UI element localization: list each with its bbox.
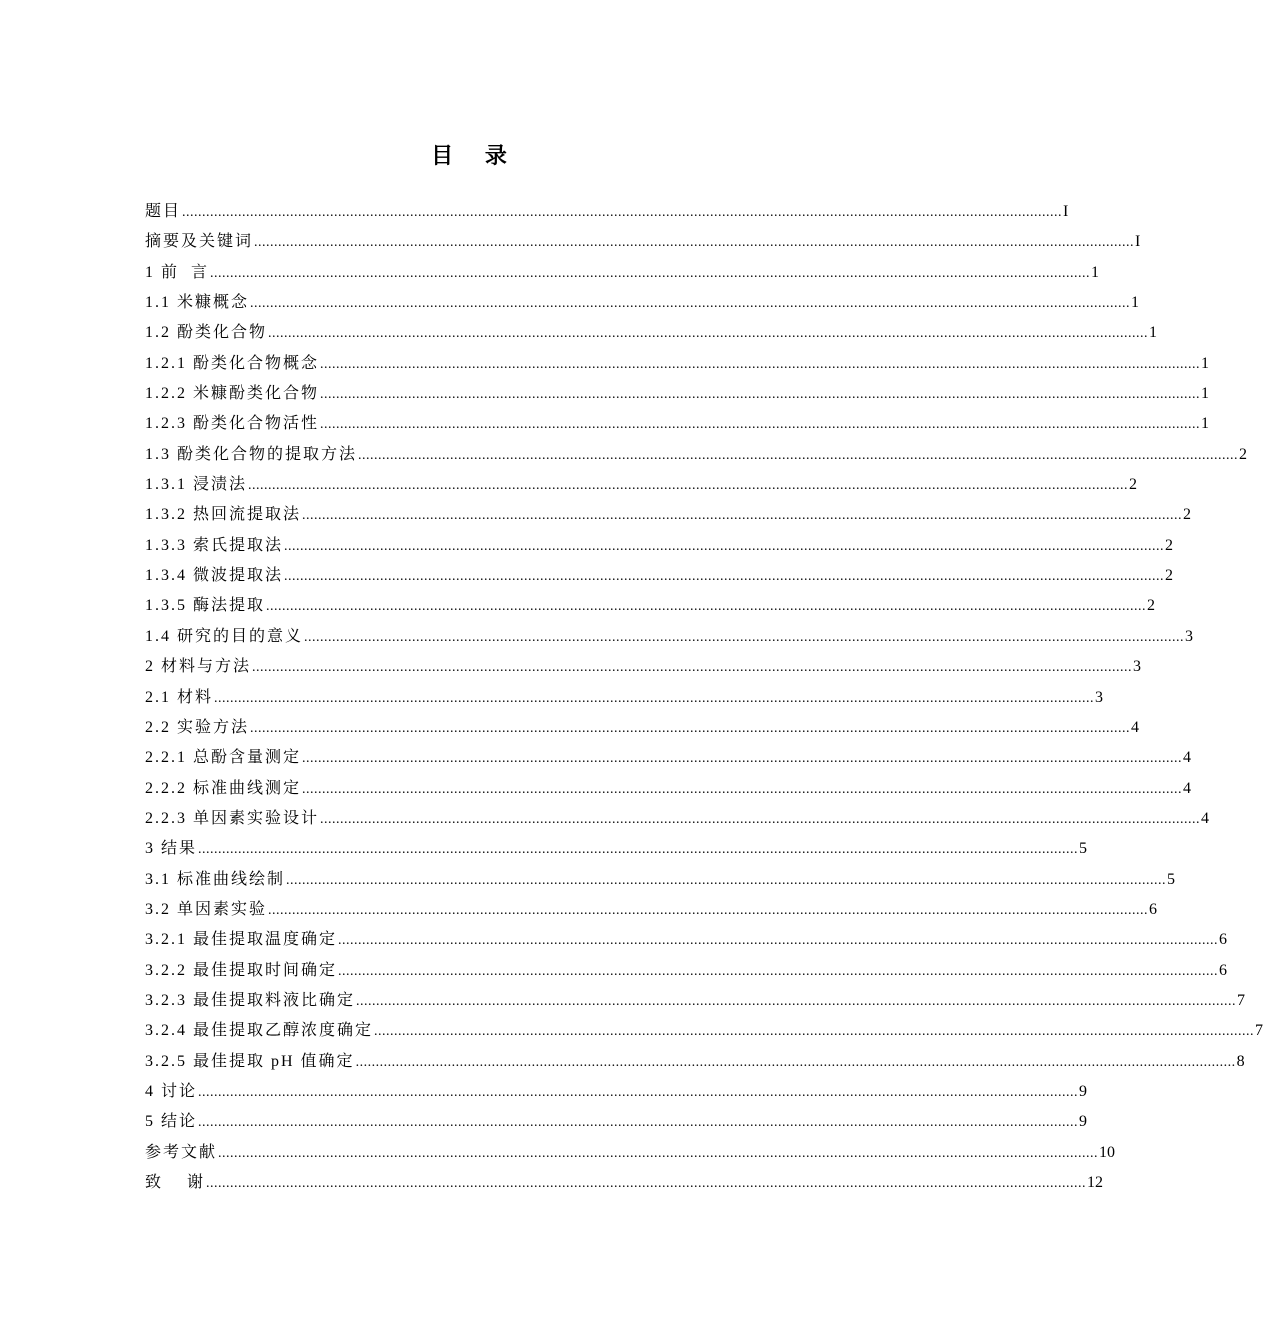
toc-entry-page-number: 2 [1239, 445, 1248, 463]
toc-entry [145, 986, 1246, 1016]
toc-entry-label: 3.2 单因素实验 [145, 900, 268, 918]
toc-entry-page-number: 2 [1183, 506, 1192, 524]
toc-entry [145, 197, 1069, 227]
toc-entry-label: 3.2.3 最佳提取料液比确定 [145, 991, 356, 1009]
toc-entry-label: 题目 [145, 203, 182, 220]
toc-dot-leader: ............................................................................................................................................................................................................................ [252, 660, 1133, 676]
toc-entry-label: 3.1 标准曲线绘制 [145, 870, 286, 888]
toc-entry-page-number: 6 [1219, 931, 1228, 949]
toc-entry-page-number: 1 [1201, 385, 1210, 403]
toc-dot-leader: ............................................................................................................................................................................................................................ [320, 417, 1201, 433]
toc-dot-leader: ............................................................................................................................................................................................................................ [250, 720, 1131, 736]
toc-entry [145, 591, 1156, 621]
toc-entry-label: 参考文献 [145, 1143, 218, 1161]
toc-entry [145, 895, 1158, 925]
toc-entry-page-number: 5 [1167, 870, 1176, 888]
toc-entry-label: 1.3.5 酶法提取 [145, 597, 266, 615]
toc-entry-label: 1.2.2 米糠酚类化合物 [145, 385, 320, 403]
toc-entry-page-number: 3 [1133, 658, 1142, 676]
toc-dot-leader: ............................................................................................................................................................................................................................ [214, 690, 1095, 706]
toc-entry [145, 349, 1210, 379]
toc-entry-page-number: 1 [1149, 324, 1158, 342]
toc-entry-page-number: 8 [1236, 1052, 1245, 1070]
toc-entry-page-number: 6 [1149, 900, 1158, 918]
toc-entry-label: 1.1 米糠概念 [145, 294, 250, 312]
toc-entry [145, 227, 1141, 257]
toc-entry-label: 4 讨论 [145, 1082, 198, 1100]
toc-dot-leader: ............................................................................................................................................................................................................................ [182, 205, 1063, 220]
toc-dot-leader: ............................................................................................................................................................................................................................ [302, 508, 1183, 524]
toc-dot-leader: ............................................................................................................................................................................................................................ [206, 1176, 1087, 1191]
toc-dot-leader: ............................................................................................................................................................................................................................ [284, 538, 1165, 554]
toc-dot-leader: ............................................................................................................................................................................................................................ [304, 629, 1185, 645]
toc-dot-leader: ............................................................................................................................................................................................................................ [356, 993, 1237, 1009]
toc-entry [145, 379, 1210, 409]
toc-entry-page-number: 3 [1095, 688, 1104, 706]
toc-entry-page-number: 4 [1131, 718, 1140, 736]
toc-entry-page-number: 2 [1129, 476, 1138, 494]
toc-dot-leader: ............................................................................................................................................................................................................................ [320, 356, 1201, 372]
toc-entry [145, 925, 1228, 955]
toc-entry [145, 956, 1228, 986]
toc-dot-leader: ............................................................................................................................................................................................................................ [374, 1024, 1255, 1040]
toc-dot-leader: ............................................................................................................................................................................................................................ [358, 447, 1239, 463]
toc-entry-label: 5 结论 [145, 1113, 198, 1131]
toc-entry [145, 1138, 1116, 1168]
toc-entry [145, 743, 1192, 773]
toc-entry-page-number: I [1135, 233, 1141, 251]
toc-dot-leader: ............................................................................................................................................................................................................................ [250, 296, 1131, 312]
toc-dot-leader: ............................................................................................................................................................................................................................ [338, 933, 1219, 949]
toc-entry-label: 2.2.1 总酚含量测定 [145, 749, 302, 767]
toc-entry-page-number: I [1063, 203, 1069, 220]
toc-entry-label: 2 材料与方法 [145, 658, 252, 676]
toc-entry [145, 683, 1104, 713]
toc-dot-leader: ............................................................................................................................................................................................................................ [284, 569, 1165, 585]
toc-entry [145, 1047, 1245, 1077]
toc-dot-leader: ............................................................................................................................................................................................................................ [302, 751, 1183, 767]
toc-entry-page-number: 2 [1147, 597, 1156, 615]
toc-entry-page-number: 3 [1185, 627, 1194, 645]
toc-dot-leader: ............................................................................................................................................................................................................................ [210, 265, 1091, 281]
toc-entry-label: 1 前 言 [145, 263, 210, 281]
toc-entry-label: 1.3.2 热回流提取法 [145, 506, 302, 524]
toc-entry [145, 1107, 1088, 1137]
toc-entry [145, 258, 1100, 288]
toc-entry-label: 摘要及关键词 [145, 233, 254, 251]
toc-entry [145, 440, 1248, 470]
toc-entry-page-number: 6 [1219, 961, 1228, 979]
toc-dot-leader: ............................................................................................................................................................................................................................ [218, 1145, 1099, 1161]
toc-entry-label: 3.2.5 最佳提取 pH 值确定 [145, 1052, 355, 1070]
toc-entry-page-number: 1 [1201, 354, 1210, 372]
toc-entry-label: 1.3 酚类化合物的提取方法 [145, 445, 358, 463]
toc-dot-leader: ............................................................................................................................................................................................................................ [338, 963, 1219, 979]
toc-entry-page-number: 12 [1087, 1174, 1104, 1191]
toc-entry-page-number: 2 [1165, 536, 1174, 554]
toc-entry-page-number: 9 [1079, 1082, 1088, 1100]
toc-entry-page-number: 7 [1237, 991, 1246, 1009]
toc-entry-label: 3.2.1 最佳提取温度确定 [145, 931, 338, 949]
toc-entry [145, 409, 1210, 439]
toc-entry-label: 2.1 材料 [145, 688, 214, 706]
toc-entry [145, 531, 1174, 561]
toc-entry [145, 1168, 1104, 1198]
toc-entry [145, 774, 1192, 804]
toc-entry-page-number: 1 [1091, 263, 1100, 281]
toc-entry [145, 652, 1142, 682]
toc-entry [145, 804, 1210, 834]
toc-dot-leader: ............................................................................................................................................................................................................................ [320, 811, 1201, 827]
toc-dot-leader: ............................................................................................................................................................................................................................ [198, 842, 1079, 858]
toc-entry [145, 561, 1174, 591]
toc-entry-page-number: 9 [1079, 1113, 1088, 1131]
toc-entry-page-number: 5 [1079, 840, 1088, 858]
toc-entry-page-number: 4 [1183, 779, 1192, 797]
toc-entry [145, 318, 1158, 348]
toc-entry-label: 1.2.1 酚类化合物概念 [145, 354, 320, 372]
toc-dot-leader: ............................................................................................................................................................................................................................ [266, 599, 1147, 615]
toc-entry-page-number: 4 [1201, 809, 1210, 827]
toc-entry-label: 3.2.2 最佳提取时间确定 [145, 961, 338, 979]
toc-entry-label: 1.4 研究的目的意义 [145, 627, 304, 645]
toc-entry [145, 500, 1192, 530]
toc-dot-leader: ............................................................................................................................................................................................................................ [268, 902, 1149, 918]
toc-entry-label: 1.2.3 酚类化合物活性 [145, 415, 320, 433]
toc-entry-label: 1.3.4 微波提取法 [145, 567, 284, 585]
toc-entry-label: 致 谢 [145, 1174, 206, 1191]
toc-dot-leader: ............................................................................................................................................................................................................................ [320, 387, 1201, 403]
toc-entry-label: 1.2 酚类化合物 [145, 324, 268, 342]
toc-entry-page-number: 1 [1131, 294, 1140, 312]
toc-entry [145, 1016, 1263, 1046]
toc-entry-page-number: 2 [1165, 567, 1174, 585]
toc-entry-label: 2.2 实验方法 [145, 718, 250, 736]
toc-entry [145, 865, 1176, 895]
toc-entry [145, 834, 1088, 864]
toc-dot-leader: ............................................................................................................................................................................................................................ [355, 1054, 1236, 1070]
toc-entry [145, 622, 1194, 652]
toc-entry [145, 713, 1140, 743]
toc-entry-label: 2.2.2 标准曲线测定 [145, 779, 302, 797]
toc-entry-label: 2.2.3 单因素实验设计 [145, 809, 320, 827]
toc-entry-label: 1.3.3 索氏提取法 [145, 536, 284, 554]
toc-entry-label: 1.3.1 浸渍法 [145, 476, 248, 494]
toc-entry-page-number: 4 [1183, 749, 1192, 767]
toc-entry [145, 1077, 1088, 1107]
toc-entry-page-number: 10 [1099, 1143, 1116, 1161]
toc-entry [145, 288, 1140, 318]
toc-dot-leader: ............................................................................................................................................................................................................................ [198, 1115, 1079, 1131]
toc-dot-leader: ............................................................................................................................................................................................................................ [286, 872, 1167, 888]
toc-list [145, 197, 1263, 1198]
page-title: 目 录 [431, 144, 519, 169]
toc-dot-leader: ............................................................................................................................................................................................................................ [254, 235, 1135, 251]
toc-dot-leader: ............................................................................................................................................................................................................................ [198, 1084, 1079, 1100]
toc-entry-page-number: 7 [1255, 1022, 1263, 1040]
toc-entry-page-number: 1 [1201, 415, 1210, 433]
toc-entry-label: 3.2.4 最佳提取乙醇浓度确定 [145, 1022, 374, 1040]
toc-dot-leader: ............................................................................................................................................................................................................................ [268, 326, 1149, 342]
toc-entry-label: 3 结果 [145, 840, 198, 858]
toc-entry [145, 470, 1138, 500]
toc-dot-leader: ............................................................................................................................................................................................................................ [248, 478, 1129, 494]
toc-dot-leader: ............................................................................................................................................................................................................................ [302, 781, 1183, 797]
